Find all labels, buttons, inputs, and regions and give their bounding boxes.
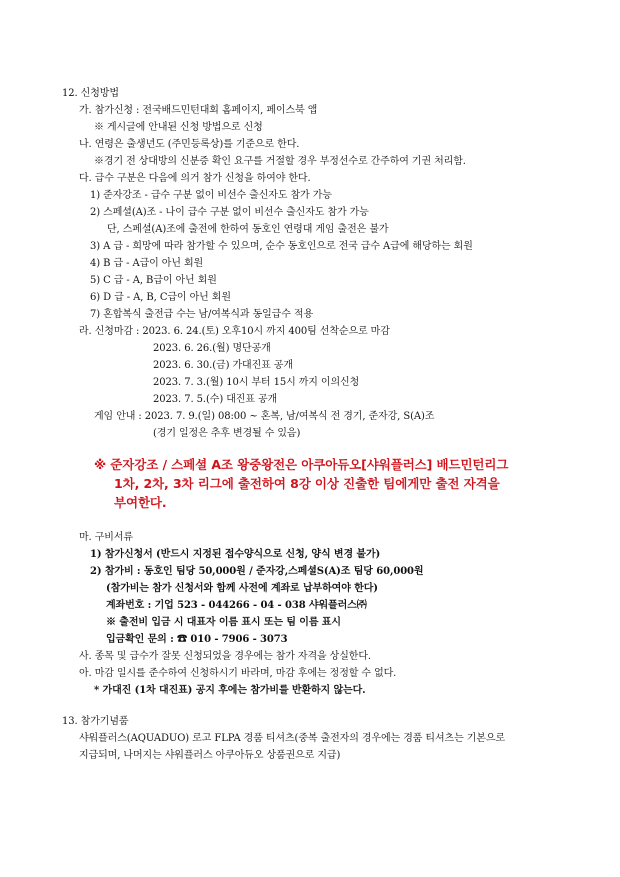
item-na: 나. 연령은 출생년도 (주민등록상)를 기준으로 한다.: [79, 139, 300, 150]
game-info: 게임 안내 : 2023. 7. 9.(일) 08:00 ~ 혼복, 남/여복식 전 경기, 준자강, S(A)조: [94, 411, 435, 422]
item-ma: 마. 구비서류: [79, 532, 133, 543]
item-ra-date-2: 2023. 6. 26.(월) 명단공개: [153, 343, 271, 354]
item-da-5: 5) C 급 - A, B급이 아닌 회원: [90, 275, 217, 286]
item-da-3: 3) A 급 - 희망에 따라 참가할 수 있으며, 순수 동호인으로 전국 급수 A급에 해당하는 회원: [90, 241, 473, 252]
item-ma-2-note: (참가비는 참가 신청서와 함께 사전에 계좌로 납부하여야 한다): [106, 583, 378, 594]
item-na-note: ※경기 전 상대방의 신분증 확인 요구를 거절할 경우 부정선수로 간주하여 기권 처리함.: [94, 156, 466, 167]
section-13-line-1: 샤워플러스(AQUADUO) 로고 FLPA 경품 티셔츠(중복 출전자의 경우에는 경품 티셔츠는 기본으로: [79, 733, 505, 744]
item-da-4: 4) B 급 - A급이 아닌 회원: [90, 258, 204, 269]
item-da-6: 6) D 급 - A, B, C급이 아닌 회원: [90, 292, 231, 303]
item-ma-1: 1) 참가신청서 (반드시 지정된 접수양식으로 신청, 양식 변경 불가): [90, 549, 381, 560]
red-notice-line-1: ※ 준자강조 / 스페셜 A조 왕중왕전은 아쿠아듀오[샤워플러스] 배드민턴리그: [94, 457, 509, 472]
item-a-note: * 가대진 (1차 대진표) 공지 후에는 참가비를 반환하지 않는다.: [94, 685, 366, 696]
item-da-2-note: 단, 스페셜(A)조에 출전에 한하여 동호인 연령대 게임 출전은 불가: [107, 224, 389, 235]
item-da-2: 2) 스페셜(A)조 - 나이 급수 구분 없이 비선수 출신자도 참가 가능: [90, 207, 369, 218]
item-ra-date-3: 2023. 6. 30.(금) 가대진표 공개: [153, 360, 293, 371]
red-notice-line-2: 1차, 2차, 3차 리그에 출전하여 8강 이상 진출한 팀에게만 출전 자격을: [114, 476, 500, 491]
item-da-7: 7) 혼합복식 출전급 수는 남/여복식과 동일급수 적용: [90, 309, 314, 320]
deposit-contact: 입금확인 문의 : ☎ 010 - 7906 - 3073: [106, 634, 288, 645]
item-ga: 가. 참가신청 : 전국배드민턴대회 홈페이지, 페이스북 앱: [79, 105, 318, 116]
bank-account: 계좌번호 : 기업 523 - 044266 - 04 - 038 샤워플러스㈜: [106, 600, 367, 611]
item-ra-date-5: 2023. 7. 5.(수) 대진표 공개: [153, 394, 278, 405]
section-13-line-2: 지급되며, 나머지는 샤워플러스 아쿠아듀오 상품권으로 지급): [79, 750, 341, 761]
item-ma-2: 2) 참가비 : 동호인 팀당 50,000원 / 준자강,스페셜S(A)조 팀당 60,000원: [90, 566, 424, 577]
game-info-note: (경기 일정은 추후 변경될 수 있음): [153, 428, 301, 439]
item-ra: 라. 신청마감 : 2023. 6. 24.(토) 오후10시 까지 400팀 선착순으로 마감: [79, 326, 390, 337]
deposit-name-note: ※ 출전비 입금 시 대표자 이름 표시 또는 팀 이름 표시: [106, 617, 341, 628]
section-13-heading: 13. 참가기념품: [62, 716, 129, 727]
item-a: 아. 마감 일시를 준수하여 신청하시기 바라며, 마감 후에는 정정할 수 없다.: [79, 668, 397, 679]
section-12-heading: 12. 신청방법: [62, 88, 119, 99]
red-notice-line-3: 부여한다.: [114, 495, 167, 510]
item-ga-note: ※ 게시글에 안내된 신청 방법으로 신청: [94, 122, 263, 133]
item-da-1: 1) 준자강조 - 급수 구분 없이 비선수 출신자도 참가 가능: [90, 190, 332, 201]
item-ra-date-4: 2023. 7. 3.(월) 10시 부터 15시 까지 이의신청: [153, 377, 360, 388]
item-sa: 사. 종목 및 급수가 잘못 신청되었을 경우에는 참가 자격을 상실한다.: [79, 651, 371, 662]
item-da: 다. 급수 구분은 다음에 의거 참가 신청을 하여야 한다.: [79, 173, 311, 184]
